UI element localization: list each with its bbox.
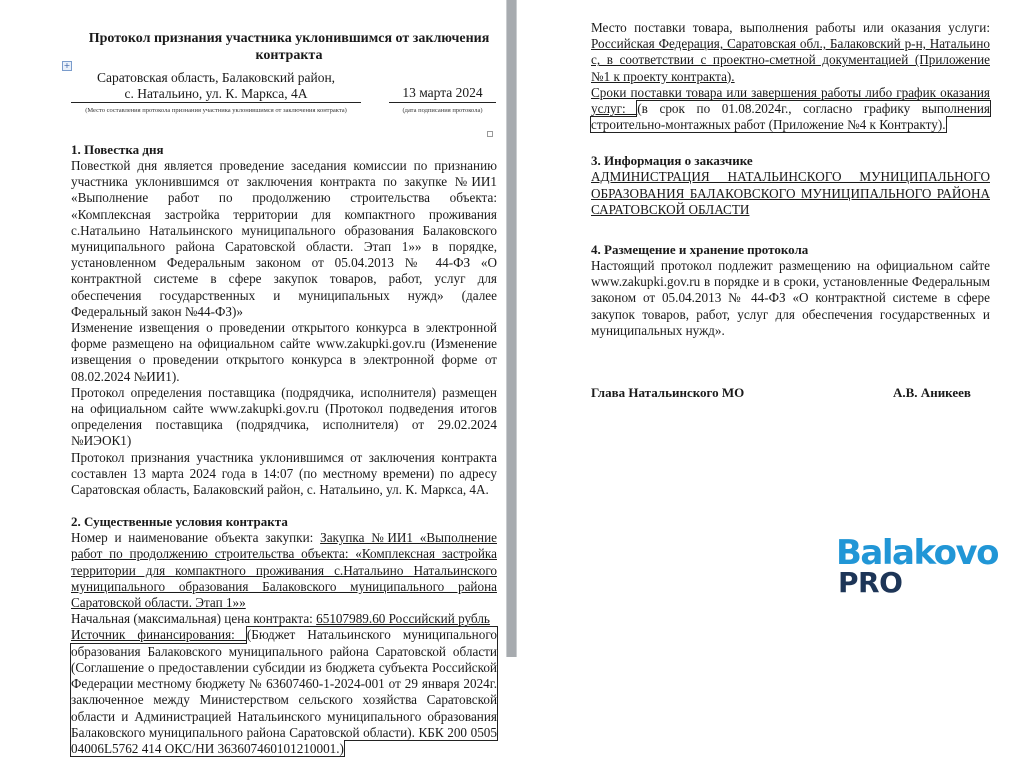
place-date-table bbox=[71, 70, 497, 128]
right-page-content bbox=[591, 20, 990, 401]
section-agenda bbox=[71, 142, 497, 498]
section-customer-info bbox=[591, 153, 990, 218]
section-2-heading: 2. Существенные условия контракта bbox=[71, 514, 288, 530]
agenda-paragraph-4: Протокол признания участника уклонившимся от заключения контракта составлен 13 марта 2024 года в 14:07 (по местному времени) по адресу Саратовская область, Балаковский район, с. Натальино, ул. К. Маркса, 4А. bbox=[71, 449, 497, 498]
date-caption: (дата подписания протокола) bbox=[402, 107, 483, 114]
place-line-1: Саратовская область, Балаковский район, bbox=[96, 70, 336, 85]
funding-source-label: Источник финансирования: bbox=[71, 627, 247, 643]
left-page-content bbox=[71, 30, 497, 757]
funding-source-value: (Бюджет Натальинского муниципального образования Балаковского муниципального района Саратовской области (Соглашение о предоставлении субсидии из бюджета субъекта Российской Федерации местному бюджету № 63607460-1-2024-001 от 29 января 2024г. заключенное между Министерством сельского хозяйства Саратовской области и Администрацией Натальинского муниципального образования Балаковского муниципального района Саратовской области). КБК 200 0505 04006L5762 414 ОКС/НИ 363607460101210001.) bbox=[71, 627, 497, 756]
agenda-paragraph-1: Повесткой дня является проведение заседания комиссии по признанию участника уклонившимся от заключения контракта по закупке №ИИ1 «Выполнение работ по продолжению строительства объекта: «Комплексная застройка территории для компактного проживания с.Натальино Натальинского муниципального образования Балаковского муниципального района Саратовской области. Этап 1»» в порядке, установленном Федеральным законом от 05.04.2013 № 44-ФЗ «О контрактной системе в сфере закупок товаров, работ, услуг для обеспечения государственных и муниципальных нужд» (далее Федеральный закон №44-ФЗ)» bbox=[71, 158, 497, 319]
document-title: Протокол признания участника уклонившимся от заключения контракта bbox=[88, 31, 490, 63]
signatory-name: А.В. Аникеев bbox=[893, 385, 971, 401]
publication-text: Настоящий протокол подлежит размещению на официальном сайте www.zakupki.gov.ru в порядке и в сроки, установленные Федеральным законом от 05.04.2013 № 44-ФЗ «О контрактной системе в сфере закупок товаров, работ, услуг для обеспечения государственных и муниципальных нужд». bbox=[591, 258, 990, 338]
delivery-place-label: Место поставки товара, выполнения работы или оказания услуги: bbox=[591, 20, 990, 35]
customer-name: АДМИНИСТРАЦИЯ НАТАЛЬИНСКОГО МУНИЦИПАЛЬНОГО ОБРАЗОВАНИЯ БАЛАКОВСКОГО МУНИЦИПАЛЬНОГО РАЙОНА САРАТОВСКОЙ ОБЛАСТИ bbox=[591, 169, 990, 217]
place-of-protocol bbox=[71, 70, 361, 103]
delivery-terms bbox=[591, 85, 990, 134]
delivery-place bbox=[591, 20, 990, 85]
balakovo-pro-watermark-logo bbox=[836, 533, 999, 607]
logo-text-balakovo: Balakovo bbox=[836, 533, 999, 573]
section-3-heading: 3. Информация о заказчике bbox=[591, 153, 753, 169]
procurement-object-label: Номер и наименование объекта закупки: bbox=[71, 530, 321, 546]
delivery-terms-label: Сроки поставки товара или завершения работы либо график оказания услуг: bbox=[591, 84, 990, 117]
signatory-position: Глава Натальинского МО bbox=[591, 385, 745, 401]
delivery-terms-value: (в срок по 01.08.2024г., согласно графику выполнения строительно-монтажных работ (Приложение №4 к Контракту). bbox=[591, 101, 990, 133]
section-1-heading: 1. Повестка дня bbox=[71, 142, 164, 157]
section-publication bbox=[591, 242, 990, 339]
place-line-2: с. Натальино, ул. К. Маркса, 4А bbox=[71, 86, 361, 104]
contract-price bbox=[71, 611, 497, 627]
procurement-object bbox=[71, 530, 497, 611]
agenda-paragraph-3: Протокол определения поставщика (подрядчика, исполнителя) размещен на официальном сайте www.zakupki.gov.ru (Протокол подведения итогов определения поставщика (подрядчика, исполнителя) от 29.02.2024 №ИЭОК1) bbox=[71, 384, 497, 449]
place-caption: (Место составления протокола признания участника уклонившимся от заключения контракта) bbox=[85, 107, 347, 114]
delivery-place-value: Российская Федерация, Саратовская обл., Балаковский р-н, Натальино с, в соответствии с проектно-сметной документацией (Приложение №1 к проекту контракта). bbox=[591, 36, 990, 84]
protocol-date: 13 марта 2024 bbox=[389, 85, 496, 103]
logo-text-pro: PRO bbox=[838, 566, 903, 599]
funding-source bbox=[71, 627, 497, 757]
page-gutter bbox=[506, 0, 517, 657]
section-contract-terms bbox=[71, 514, 497, 757]
signature-block bbox=[591, 385, 990, 401]
procurement-object-value: Закупка №ИИ1 «Выполнение работ по продолжению строительства объекта: «Комплексная застройка территории для компактного проживания с.Натальино Натальинского муниципального образования Балаковского муниципального района Саратовской области. Этап 1»» bbox=[71, 530, 497, 611]
contract-price-label: Начальная (максимальная) цена контракта: bbox=[71, 611, 317, 627]
table-move-handle-icon[interactable]: + bbox=[63, 61, 71, 70]
section-4-heading: 4. Размещение и хранение протокола bbox=[591, 242, 809, 258]
agenda-paragraph-2: Изменение извещения о проведении открытого конкурса в электронной форме размещено на официальном сайте www.zakupki.gov.ru (Изменение извещения о проведении открытого конкурса в электронной форме от 08.02.2024 №ИИ1). bbox=[71, 320, 497, 384]
contract-price-value: 65107989.60 Российский рубль bbox=[316, 611, 490, 627]
